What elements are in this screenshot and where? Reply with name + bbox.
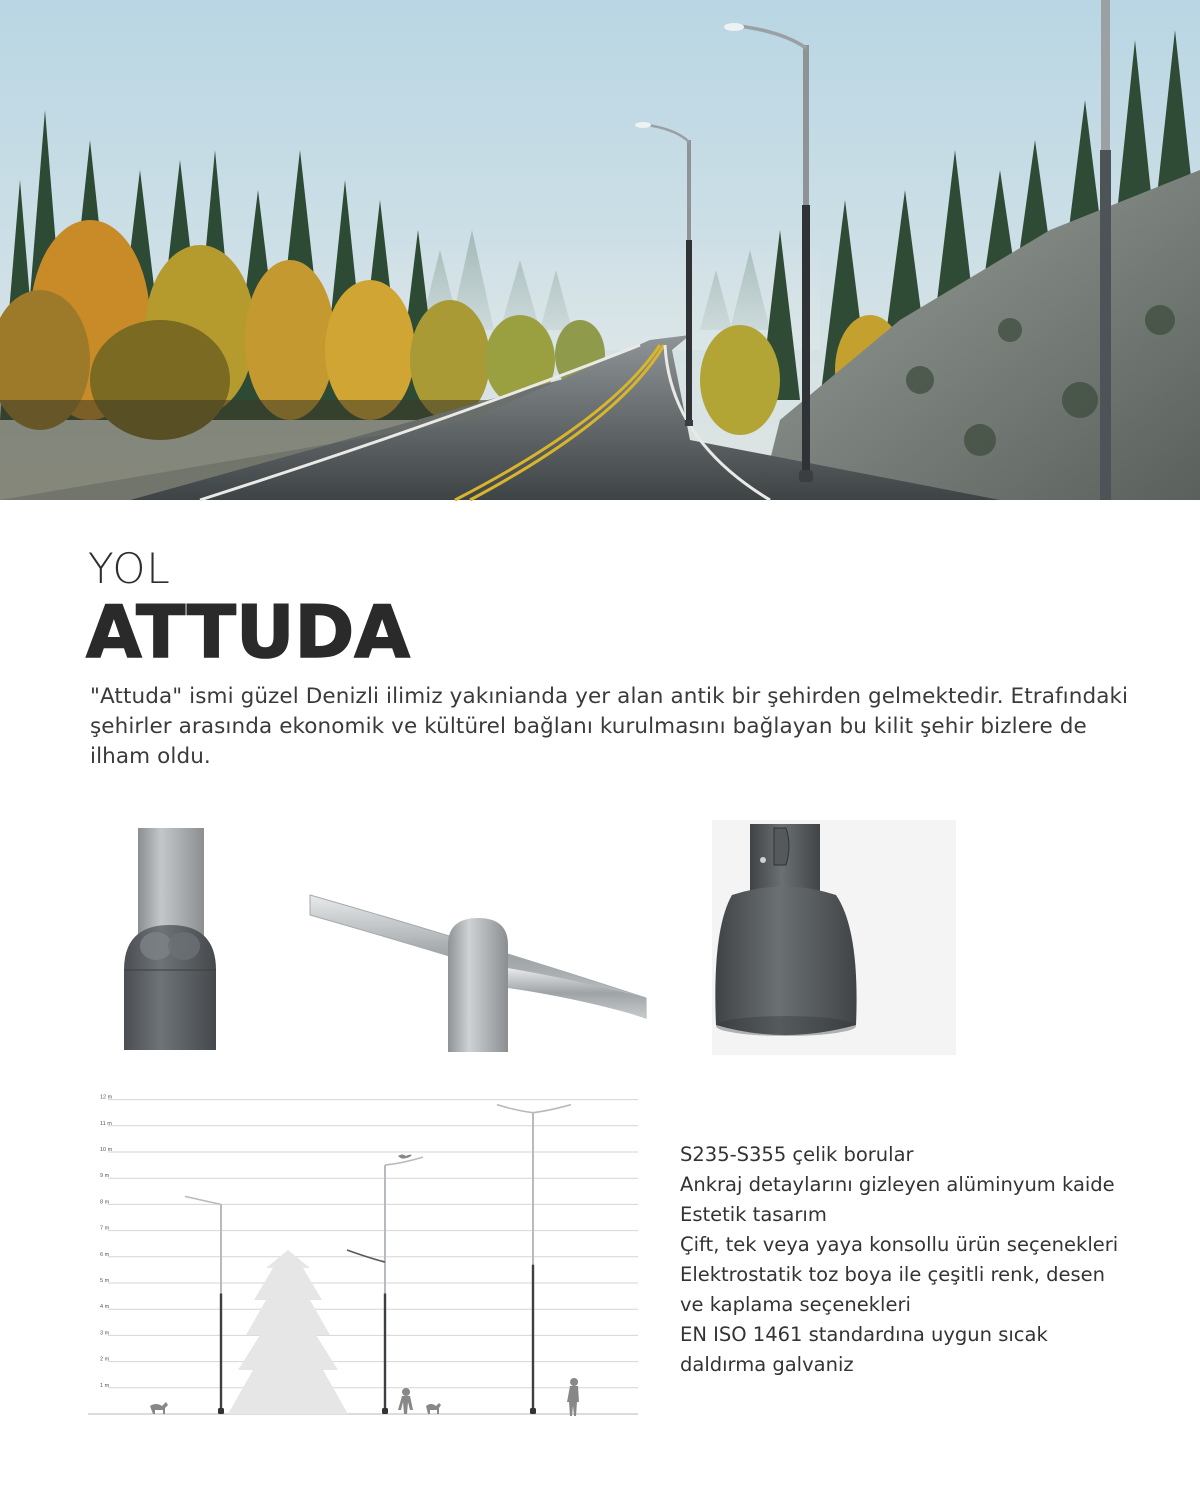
walking-person-icon [398, 1388, 413, 1414]
tick-label: 2 m [100, 1356, 110, 1363]
feature-list [680, 1140, 1180, 1380]
tick-label: 11 m [100, 1120, 112, 1127]
tick-label: 10 m [100, 1147, 113, 1153]
tick-label: 9 m [100, 1173, 110, 1180]
feature-item: S235-S355 çelik borular [680, 1143, 914, 1166]
feature-item: Çift, tek veya yaya konsollu ürün seçenekleri [680, 1233, 1119, 1256]
pole-arm [185, 1196, 221, 1204]
product-description: "Attuda" ismi güzel Denizli ilimiz yakınianda yer alan antik bir şehirden gelmektedir. Etrafındaki şehirler arasında ekonomik ve kültürel bağlanı kurulmasını bağlayan bu kilit şehir bizlere de ilham oldu. [90, 684, 1129, 769]
pole-base [530, 1408, 536, 1414]
feature-item: ve kaplama seçenekleri [680, 1293, 911, 1316]
tick-label: 4 m [100, 1304, 110, 1311]
pole-base [382, 1408, 388, 1414]
feature-item: daldırma galvaniz [680, 1353, 854, 1376]
tick-label: 7 m [100, 1225, 110, 1232]
feature-item: EN ISO 1461 standardına uygun sıcak [680, 1323, 1048, 1346]
pole-base [218, 1408, 224, 1414]
pole-height-chart [88, 1094, 640, 1420]
pedestrian-arm [347, 1250, 385, 1262]
tick-label: 12 m [100, 1094, 113, 1101]
tick-label: 8 m [100, 1199, 110, 1206]
road-landscape-illustration [0, 0, 1200, 500]
tick-label: 5 m [100, 1278, 110, 1284]
dog-icon [426, 1403, 441, 1414]
pole-base-detail-image [712, 820, 956, 1055]
feature-item: Elektrostatik toz boya ile çeşitli renk, desen [680, 1263, 1106, 1286]
pole-arm [497, 1105, 533, 1113]
feature-item: Estetik tasarım [680, 1203, 827, 1226]
pole-arm [533, 1105, 571, 1113]
tick-label: 1 m [100, 1382, 110, 1389]
tick-label: 6 m [100, 1251, 110, 1258]
product-title: ATTUDA [86, 590, 410, 674]
dog-icon [150, 1402, 168, 1414]
feature-item: Ankraj detaylarını gizleyen alüminyum kaide [680, 1173, 1115, 1196]
hero-photo [0, 0, 1200, 500]
arm-bracket-detail-image [308, 820, 648, 1055]
tick-label: 3 m [100, 1330, 110, 1337]
bird-icon [398, 1155, 412, 1159]
pole-joint-detail-image [120, 820, 230, 1055]
tree-icon [228, 1250, 348, 1414]
page-subtitle: YOL [88, 544, 171, 593]
standing-person-icon [567, 1378, 579, 1416]
